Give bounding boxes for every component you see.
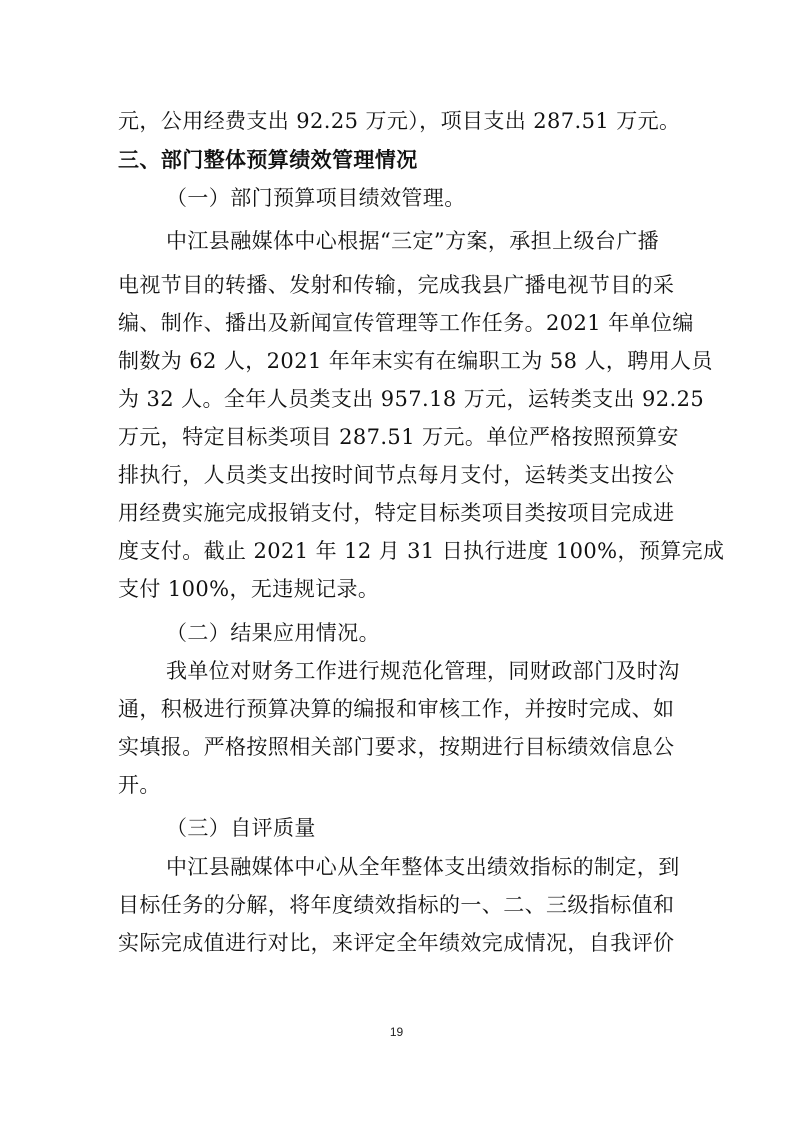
text-line: 实填报。严格按照相关部门要求，按期进行目标绩效信息公 — [118, 735, 675, 759]
text-line: 我单位对财务工作进行规范化管理，同财政部门及时沟 — [166, 659, 680, 683]
page-number: 19 — [389, 1025, 404, 1039]
text-line: 电视节目的转播、发射和传输，完成我县广播电视节目的采 — [118, 273, 675, 297]
text-line: 通，积极进行预算决算的编报和审核工作，并按时完成、如 — [118, 697, 675, 721]
text-line: 为 32 人。全年人员类支出 957.18 万元，运转类支出 92.25 — [118, 387, 705, 411]
text-line: 中江县融媒体中心从全年整体支出绩效指标的制定，到 — [166, 855, 680, 879]
text-line: 实际完成值进行对比，来评定全年绩效完成情况，自我评价 — [118, 931, 675, 955]
text-line: 制数为 62 人，2021 年年末实有在编职工为 58 人，聘用人员 — [118, 349, 713, 373]
text-line: 排执行，人员类支出按时间节点每月支付，运转类支出按公 — [118, 463, 675, 487]
text-line: 编、制作、播出及新闻宣传管理等工作任务。2021 年单位编 — [118, 311, 694, 335]
text-line: 用经费实施完成报销支付，特定目标类项目类按项目完成进 — [118, 501, 675, 525]
subsection-heading: （三）自评质量 — [166, 816, 316, 840]
text-line: 万元，特定目标类项目 287.51 万元。单位严格按照预算安 — [118, 425, 679, 449]
subsection-heading: （一）部门预算项目绩效管理。 — [166, 186, 466, 210]
text-line: 中江县融媒体中心根据“三定”方案，承担上级台广播 — [166, 229, 660, 253]
text-line: 度支付。截止 2021 年 12 月 31 日执行进度 100%，预算完成 — [118, 539, 725, 563]
text-line: 开。 — [118, 773, 161, 797]
section-heading: 三、部门整体预算绩效管理情况 — [118, 148, 418, 172]
text-line: 元，公用经费支出 92.25 万元），项目支出 287.51 万元。 — [118, 109, 681, 133]
text-line: 支付 100%，无违规记录。 — [118, 577, 380, 601]
subsection-heading: （二）结果应用情况。 — [166, 621, 380, 645]
text-line: 目标任务的分解，将年度绩效指标的一、二、三级指标值和 — [118, 893, 675, 917]
